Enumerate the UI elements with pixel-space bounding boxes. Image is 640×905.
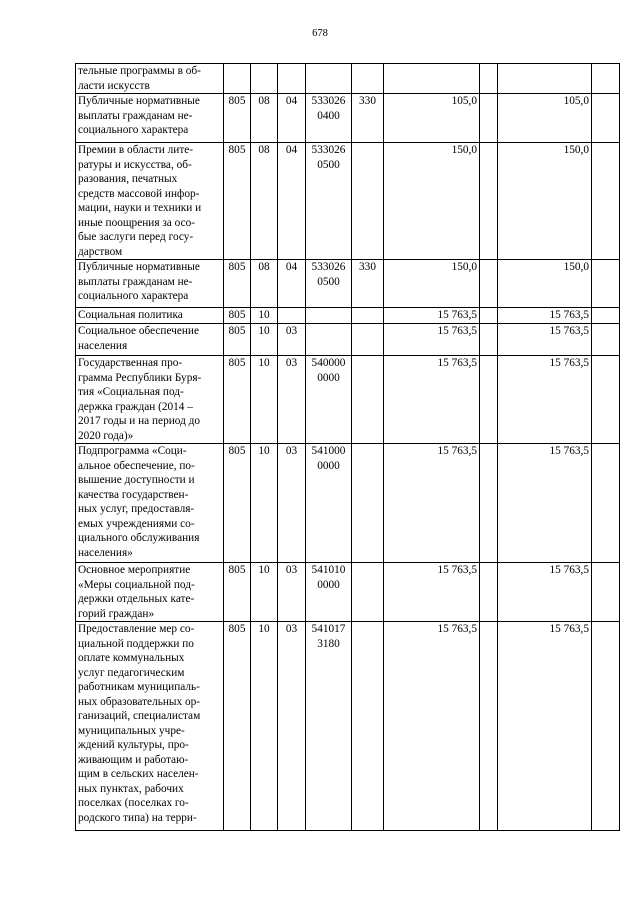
subsection-code-cell: 03: [278, 622, 306, 831]
empty-cell: [480, 143, 498, 260]
item-name-cell: Премии в области лите- ратуры и искусства, об- разования, печатных средств массовой инфор- мации, науки и техники и иные поощрения за осо- бые заслуги перед госу- дарством: [76, 143, 224, 260]
section-code-cell: 08: [251, 94, 278, 143]
target-item-code-cell: 541010 0000: [306, 563, 352, 622]
target-item-code-cell: 541000 0000: [306, 444, 352, 563]
amount-cell-2: 15 763,5: [498, 444, 592, 563]
table-row: [76, 143, 620, 260]
amount-cell-2: 15 763,5: [498, 324, 592, 356]
target-item-code-cell: 533026 0500: [306, 260, 352, 308]
expense-type-code-cell: [352, 324, 384, 356]
empty-cell: [480, 308, 498, 324]
section-code-cell: 08: [251, 143, 278, 260]
subsection-code-cell: 04: [278, 143, 306, 260]
amount-cell-1: 105,0: [384, 94, 480, 143]
item-name-cell: Основное мероприятие «Меры социальной под- держки отдельных кате- горий граждан»: [76, 563, 224, 622]
amount-cell-2: 150,0: [498, 260, 592, 308]
subsection-code-cell: 03: [278, 563, 306, 622]
target-item-code-cell: 541017 3180: [306, 622, 352, 831]
amount-cell-1: 15 763,5: [384, 622, 480, 831]
item-name-cell: Публичные нормативные выплаты гражданам не- социального характера: [76, 260, 224, 308]
empty-cell: [592, 64, 620, 94]
ministry-code-cell: 805: [224, 143, 251, 260]
table-row: [76, 444, 620, 563]
ministry-code-cell: 805: [224, 356, 251, 444]
target-item-code-cell: 533026 0500: [306, 143, 352, 260]
amount-cell-1: 15 763,5: [384, 308, 480, 324]
item-name-cell: тельные программы в об- ласти искусств: [76, 64, 224, 94]
ministry-code-cell: 805: [224, 444, 251, 563]
target-item-code-cell: [306, 308, 352, 324]
budget-table: [75, 63, 620, 831]
empty-cell: [480, 64, 498, 94]
target-item-code-cell: [306, 324, 352, 356]
empty-cell: [592, 143, 620, 260]
subsection-code-cell: 04: [278, 94, 306, 143]
amount-cell-1: 15 763,5: [384, 444, 480, 563]
section-code-cell: 10: [251, 622, 278, 831]
ministry-code-cell: [224, 64, 251, 94]
expense-type-code-cell: 330: [352, 260, 384, 308]
table-row: [76, 563, 620, 622]
amount-cell-1: 150,0: [384, 143, 480, 260]
amount-cell-1: 150,0: [384, 260, 480, 308]
section-code-cell: [251, 64, 278, 94]
section-code-cell: 10: [251, 563, 278, 622]
section-code-cell: 10: [251, 356, 278, 444]
table-row: [76, 356, 620, 444]
empty-cell: [480, 444, 498, 563]
item-name-cell: Государственная про- грамма Республики Буря- тия «Социальная под- держка граждан (2014 – 2017 годы и на период до 2020 года)»: [76, 356, 224, 444]
expense-type-code-cell: [352, 622, 384, 831]
ministry-code-cell: 805: [224, 308, 251, 324]
amount-cell-1: 15 763,5: [384, 324, 480, 356]
amount-cell-1: [384, 64, 480, 94]
item-name-cell: Публичные нормативные выплаты гражданам не- социального характера: [76, 94, 224, 143]
amount-cell-2: 150,0: [498, 143, 592, 260]
item-name-cell: Социальная политика: [76, 308, 224, 324]
expense-type-code-cell: [352, 143, 384, 260]
page-number: 678: [312, 28, 328, 39]
empty-cell: [592, 308, 620, 324]
item-name-cell: Социальное обеспечение населения: [76, 324, 224, 356]
subsection-code-cell: 03: [278, 324, 306, 356]
amount-cell-2: 105,0: [498, 94, 592, 143]
target-item-code-cell: 540000 0000: [306, 356, 352, 444]
amount-cell-2: [498, 64, 592, 94]
expense-type-code-cell: [352, 563, 384, 622]
section-code-cell: 10: [251, 308, 278, 324]
amount-cell-1: 15 763,5: [384, 356, 480, 444]
table-row: [76, 260, 620, 308]
empty-cell: [592, 94, 620, 143]
item-name-cell: Предоставление мер со- циальной поддержки по оплате коммунальных услуг педагогическим работникам муниципаль- ных образовательных ор- ганизаций, специалистам муниципальных учре- ждений культуры, про- живающим и работаю- щим в сельских населен- ных пунктах, рабочих поселках (поселках го- родского типа) на терри-: [76, 622, 224, 831]
amount-cell-2: 15 763,5: [498, 308, 592, 324]
section-code-cell: 10: [251, 324, 278, 356]
expense-type-code-cell: [352, 64, 384, 94]
subsection-code-cell: 04: [278, 260, 306, 308]
empty-cell: [480, 324, 498, 356]
expense-type-code-cell: 330: [352, 94, 384, 143]
table-row: [76, 64, 620, 94]
ministry-code-cell: 805: [224, 260, 251, 308]
empty-cell: [592, 563, 620, 622]
empty-cell: [480, 622, 498, 831]
table-body: [76, 64, 620, 831]
ministry-code-cell: 805: [224, 324, 251, 356]
ministry-code-cell: 805: [224, 94, 251, 143]
table-row: [76, 622, 620, 831]
empty-cell: [480, 356, 498, 444]
amount-cell-2: 15 763,5: [498, 622, 592, 831]
table-row: [76, 324, 620, 356]
expense-type-code-cell: [352, 356, 384, 444]
empty-cell: [592, 356, 620, 444]
amount-cell-2: 15 763,5: [498, 356, 592, 444]
expense-type-code-cell: [352, 444, 384, 563]
target-item-code-cell: [306, 64, 352, 94]
subsection-code-cell: [278, 64, 306, 94]
empty-cell: [592, 324, 620, 356]
ministry-code-cell: 805: [224, 622, 251, 831]
empty-cell: [480, 563, 498, 622]
amount-cell-1: 15 763,5: [384, 563, 480, 622]
section-code-cell: 10: [251, 444, 278, 563]
empty-cell: [480, 260, 498, 308]
ministry-code-cell: 805: [224, 563, 251, 622]
table-row: [76, 94, 620, 143]
item-name-cell: Подпрограмма «Соци- альное обеспечение, по- вышение доступности и качества государствен- ных услуг, предоставля- емых учреждениями со- циального обслуживания населения»: [76, 444, 224, 563]
table-row: [76, 308, 620, 324]
empty-cell: [480, 94, 498, 143]
subsection-code-cell: [278, 308, 306, 324]
empty-cell: [592, 444, 620, 563]
empty-cell: [592, 260, 620, 308]
empty-cell: [592, 622, 620, 831]
target-item-code-cell: 533026 0400: [306, 94, 352, 143]
subsection-code-cell: 03: [278, 444, 306, 563]
amount-cell-2: 15 763,5: [498, 563, 592, 622]
section-code-cell: 08: [251, 260, 278, 308]
subsection-code-cell: 03: [278, 356, 306, 444]
expense-type-code-cell: [352, 308, 384, 324]
